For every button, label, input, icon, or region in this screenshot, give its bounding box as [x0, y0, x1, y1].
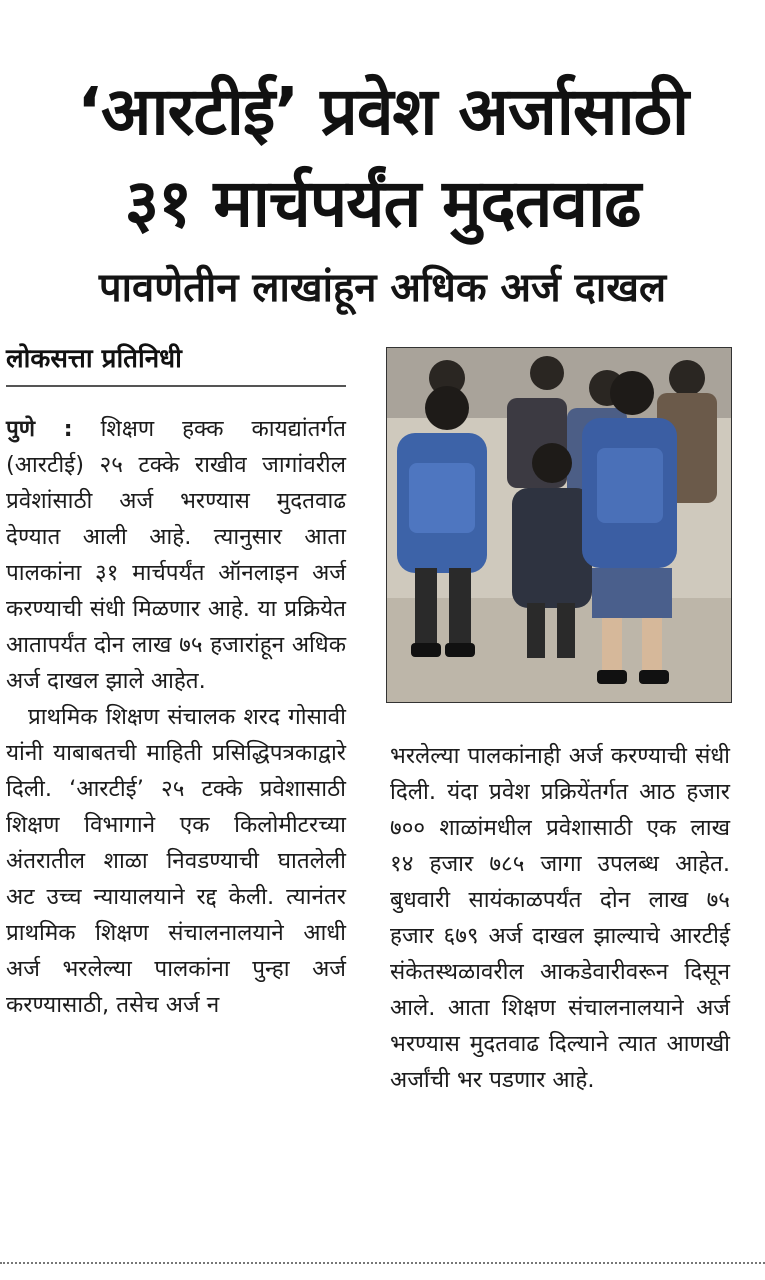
article-column-right [390, 738, 730, 1098]
article-photo [386, 347, 732, 703]
article-paragraph-2: प्राथमिक शिक्षण संचालक शरद गोसावी यांनी याबाबतची माहिती प्रसिद्धिपत्रकाद्वारे दिली. ‘आरटीई’ २५ टक्के प्रवेशासाठी शिक्षण विभागाने एक किलोमीटरच्या अंतरातील शाळा निवडण्याची घातलेली अट उच्च न्यायालयाने रद्द केली. त्यानंतर प्राथमिक शिक्षण संचालनालयाने आधी अर्ज भरलेल्या पालकांना पुन्हा अर्ज करण्यासाठी, तसेच अर्ज न [6, 704, 346, 1018]
dateline: पुणे : [6, 416, 73, 442]
byline: लोकसत्ता प्रतिनिधी [6, 344, 182, 374]
photo-schoolchildren-icon [387, 348, 731, 702]
headline-line-1: ‘आरटीई’ प्रवेश अर्जासाठी [76, 73, 689, 151]
bottom-divider [0, 1262, 765, 1264]
article-column-left [6, 411, 346, 1023]
byline-divider [6, 385, 346, 387]
article-paragraph-1 [6, 411, 346, 699]
headline-line-2: ३१ मार्चपर्यंत मुदतवाढ [124, 165, 641, 243]
paragraph-1-text: शिक्षण हक्क कायद्यांतर्गत (आरटीई) २५ टक्के राखीव जागांवरील प्रवेशांसाठी अर्ज भरण्यास मुदतवाढ देण्यात आली आहे. त्यानुसार आता पालकांना ३१ मार्चपर्यंत ऑनलाइन अर्ज करण्याची संधी मिळणार आहे. या प्रक्रियेत आतापर्यंत दोन लाख ७५ हजारांहून अधिक अर्ज दाखल झाले आहेत. [6, 416, 346, 694]
headline [0, 66, 765, 250]
subheadline: पावणेतीन लाखांहून अधिक अर्ज दाखल [98, 265, 667, 311]
article-paragraph-2-continued: भरलेल्या पालकांनाही अर्ज करण्याची संधी दिली. यंदा प्रवेश प्रक्रियेंतर्गत आठ हजार ७०० शाळांमधील प्रवेशासाठी एक लाख १४ हजार ७८५ जागा उपलब्ध आहेत. बुधवारी सायंकाळपर्यंत दोन लाख ७५ हजार ६७९ अर्ज दाखल झाल्याचे आरटीई संकेतस्थळावरील आकडेवारीवरून दिसून आले. आता शिक्षण संचालनालयाने अर्ज भरण्यास मुदतवाढ दिल्याने त्यात आणखी अर्जांची भर पडणार आहे. [390, 743, 730, 1093]
